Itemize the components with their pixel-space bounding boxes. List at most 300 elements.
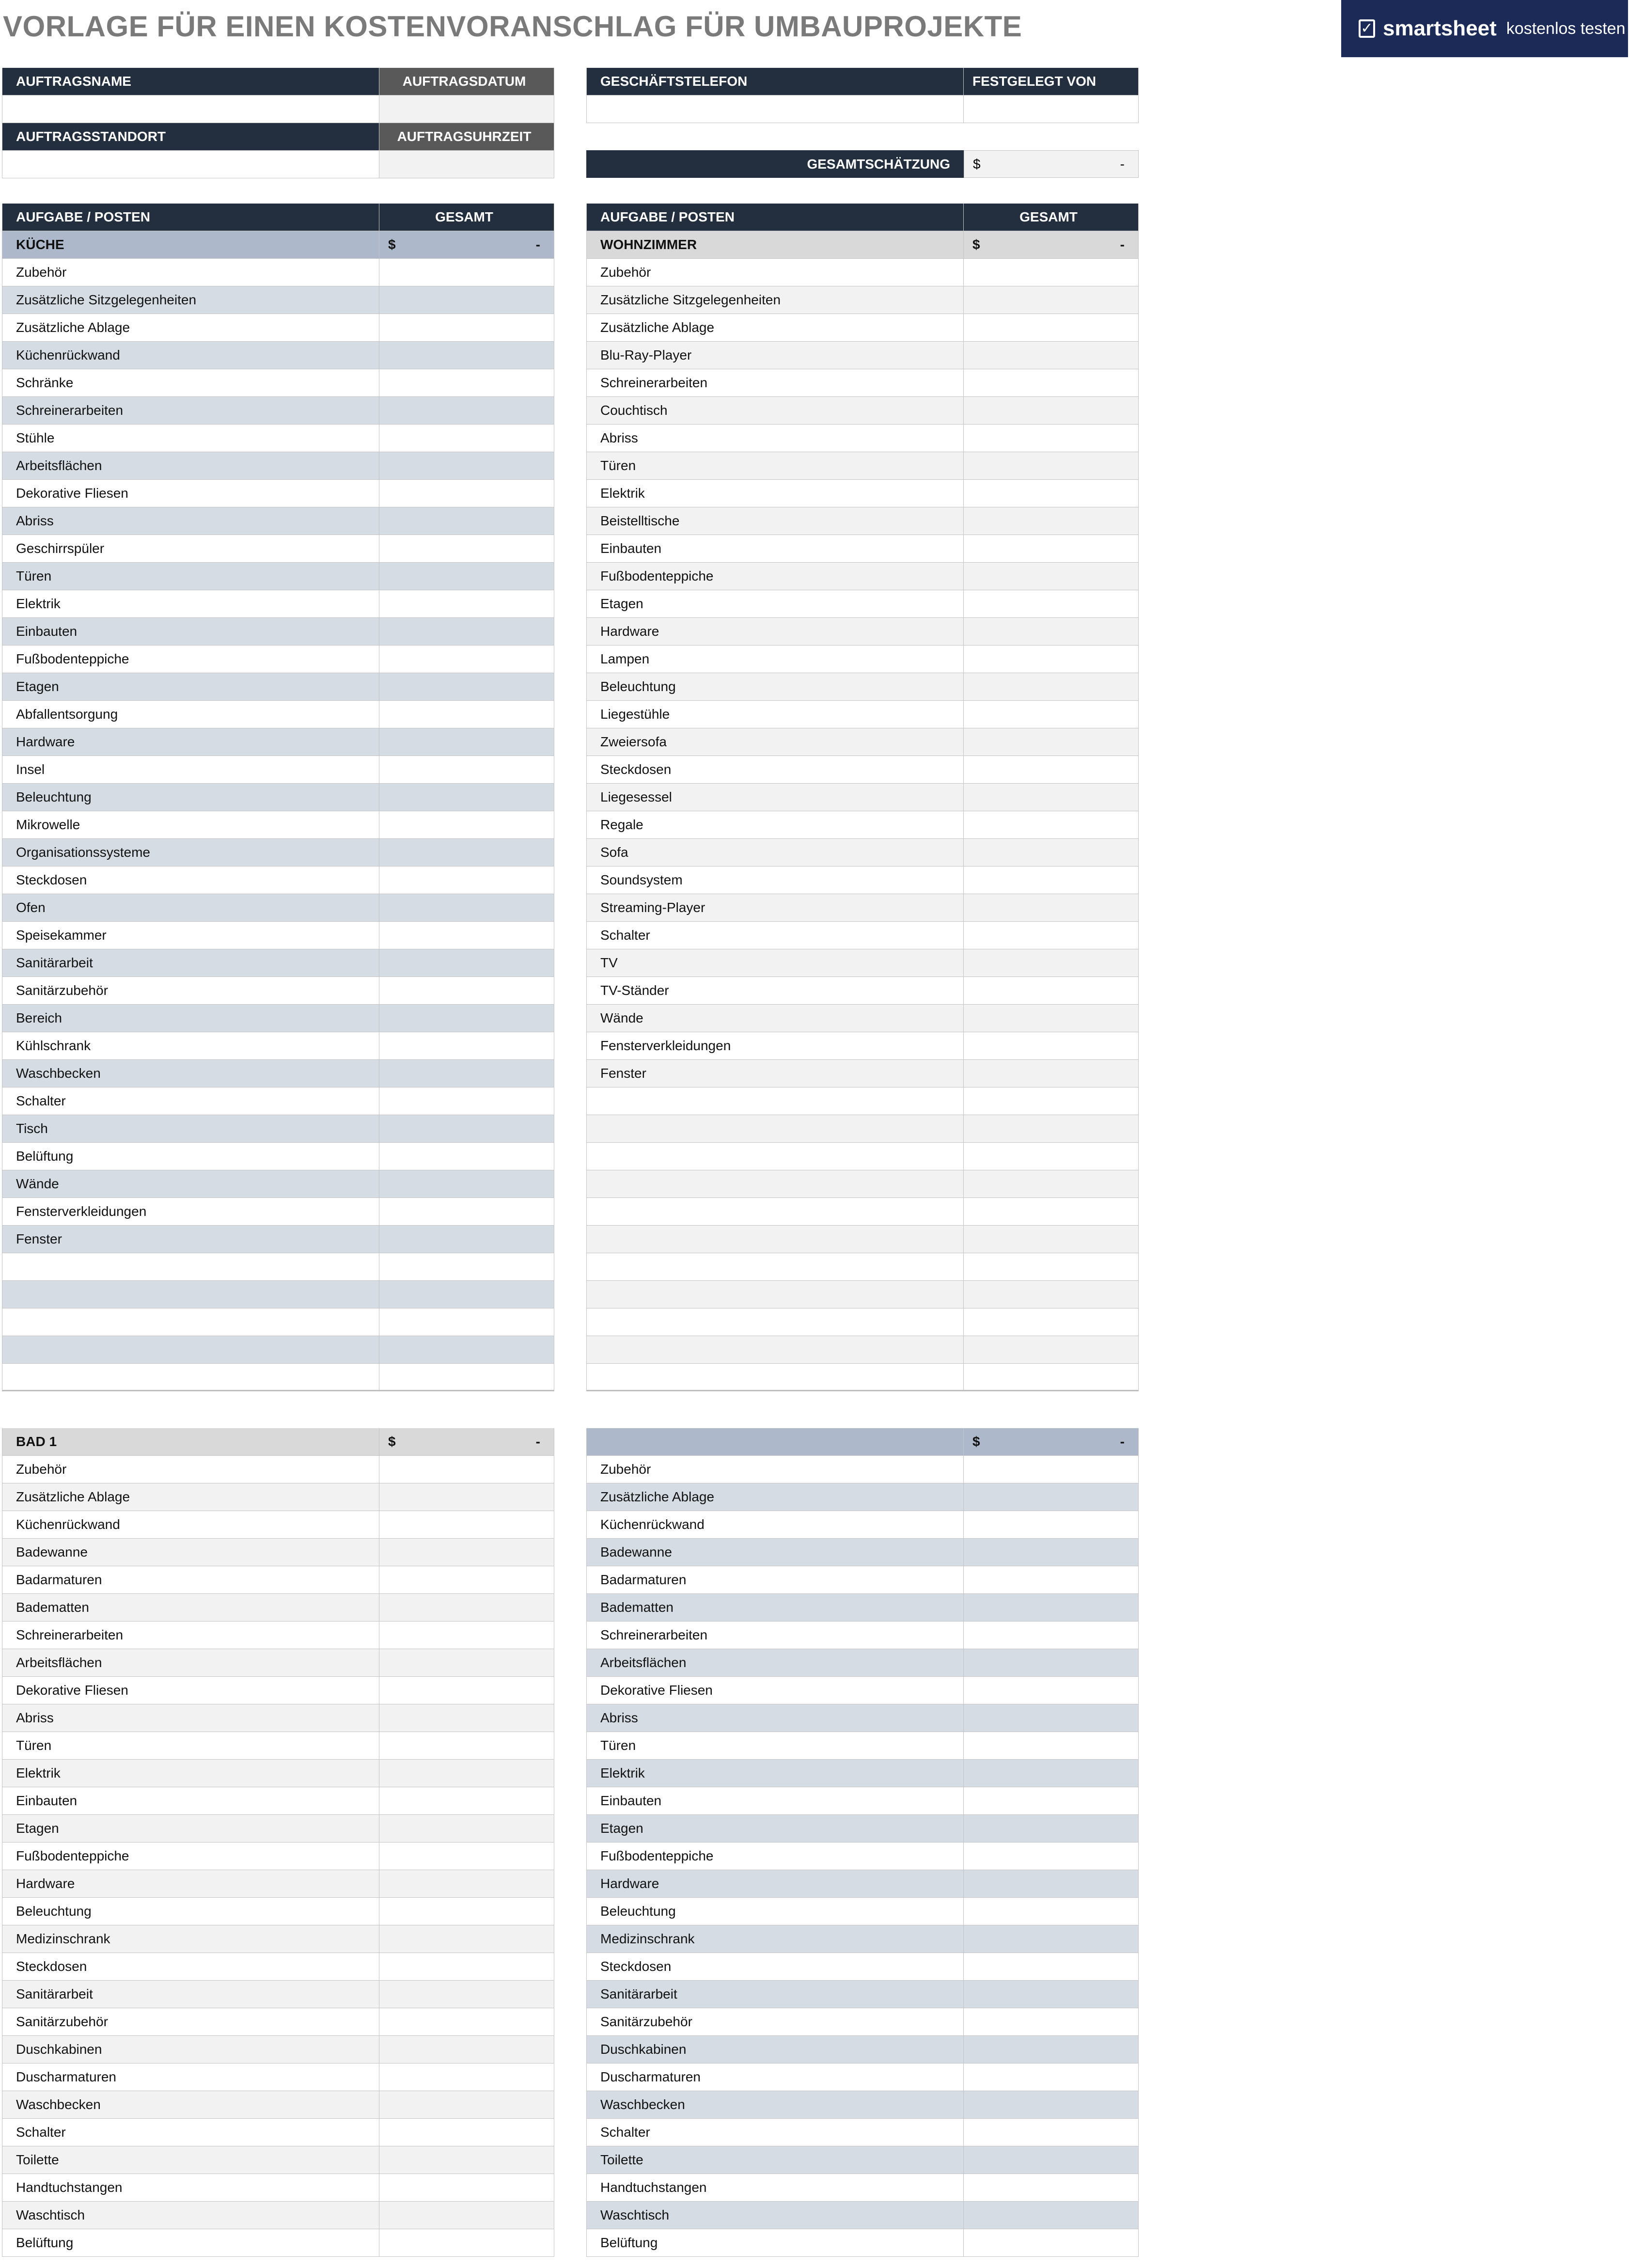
category-name[interactable] <box>586 1428 964 1455</box>
item-label[interactable]: Schalter <box>586 2119 964 2146</box>
item-label[interactable]: Schalter <box>2 2119 379 2146</box>
item-label[interactable]: Organisationssysteme <box>2 839 379 866</box>
table-row <box>2 590 554 618</box>
item-label[interactable] <box>586 1336 964 1363</box>
item-total-field[interactable] <box>379 397 554 424</box>
job-time-field[interactable] <box>379 151 554 178</box>
item-total-field[interactable] <box>379 1253 554 1280</box>
item-total-field[interactable] <box>964 1898 1139 1925</box>
set-by-field[interactable] <box>964 95 1139 123</box>
item-label[interactable]: Dekorative Fliesen <box>2 1677 379 1704</box>
item-total-field[interactable] <box>964 1539 1139 1566</box>
item-total-field[interactable] <box>964 1456 1139 1483</box>
table-row <box>586 2229 1139 2257</box>
item-label[interactable]: Speisekammer <box>2 922 379 949</box>
item-total-field[interactable] <box>379 1539 554 1566</box>
item-total-field[interactable] <box>379 1594 554 1621</box>
item-label[interactable]: Ofen <box>2 894 379 921</box>
item-label[interactable]: Zubehör <box>2 1456 379 1483</box>
item-label[interactable] <box>586 1364 964 1390</box>
table-row <box>586 369 1139 397</box>
item-total-field[interactable] <box>964 1170 1139 1197</box>
item-total-field[interactable] <box>379 646 554 673</box>
item-total-field[interactable] <box>964 1005 1139 1032</box>
item-total-field[interactable] <box>964 949 1139 976</box>
item-label[interactable]: Wände <box>2 1170 379 1197</box>
item-label[interactable]: Einbauten <box>2 1787 379 1814</box>
table-row <box>2 618 554 646</box>
item-total-field[interactable] <box>379 369 554 396</box>
item-label[interactable]: Türen <box>2 1732 379 1759</box>
item-total-field[interactable] <box>379 977 554 1004</box>
item-total-field[interactable] <box>379 784 554 811</box>
item-label[interactable]: Abriss <box>2 507 379 535</box>
item-total-field[interactable] <box>964 1594 1139 1621</box>
item-total-field[interactable] <box>964 866 1139 894</box>
item-total-field[interactable] <box>379 894 554 921</box>
item-label[interactable]: Arbeitsflächen <box>586 1649 964 1676</box>
item-total-field[interactable] <box>964 1511 1139 1538</box>
item-label[interactable]: Beistelltische <box>586 507 964 535</box>
item-total-field[interactable] <box>379 1170 554 1197</box>
item-total-field[interactable] <box>964 2119 1139 2146</box>
item-label[interactable]: Beleuchtung <box>2 784 379 811</box>
item-total-field[interactable] <box>379 1925 554 1953</box>
item-label[interactable]: Einbauten <box>586 535 964 562</box>
item-total-field[interactable] <box>964 369 1139 396</box>
item-label[interactable]: Elektrik <box>2 1760 379 1787</box>
item-label[interactable] <box>586 1253 964 1280</box>
total-estimate-row <box>586 150 1139 178</box>
item-total-field[interactable] <box>964 1704 1139 1732</box>
item-label[interactable]: Medizinschrank <box>586 1925 964 1953</box>
item-total-field[interactable] <box>964 1953 1139 1980</box>
item-total-field[interactable] <box>379 1060 554 1087</box>
item-label[interactable] <box>586 1308 964 1336</box>
item-total-field[interactable] <box>964 1336 1139 1363</box>
item-total-field[interactable] <box>964 2091 1139 2118</box>
item-label[interactable]: Beleuchtung <box>586 1898 964 1925</box>
item-label[interactable]: Couchtisch <box>586 397 964 424</box>
item-total-field[interactable] <box>964 2202 1139 2229</box>
item-label[interactable]: Zubehör <box>586 1456 964 1483</box>
item-total-field[interactable] <box>964 1483 1139 1511</box>
item-label[interactable]: Hardware <box>586 618 964 645</box>
item-label[interactable]: Schreinerarbeiten <box>2 1622 379 1649</box>
item-total-field[interactable] <box>379 314 554 341</box>
item-total-field[interactable] <box>379 1953 554 1980</box>
item-label[interactable]: Toilette <box>586 2146 964 2174</box>
item-total-field[interactable] <box>964 397 1139 424</box>
business-phone-field[interactable] <box>586 95 964 123</box>
item-label[interactable]: Zusätzliche Ablage <box>2 314 379 341</box>
item-label[interactable]: Zweiersofa <box>586 728 964 756</box>
item-total-field[interactable] <box>379 1198 554 1225</box>
item-label[interactable]: Handtuchstangen <box>586 2174 964 2201</box>
item-total-field[interactable] <box>379 2174 554 2201</box>
item-total-field[interactable] <box>964 507 1139 535</box>
item-label[interactable]: Badewanne <box>2 1539 379 1566</box>
item-total-field[interactable] <box>964 839 1139 866</box>
item-label[interactable]: Waschbecken <box>2 2091 379 2118</box>
item-total-field[interactable] <box>964 1649 1139 1676</box>
item-label[interactable]: Waschtisch <box>586 2202 964 2229</box>
item-label[interactable]: Dekorative Fliesen <box>586 1677 964 1704</box>
item-label[interactable] <box>2 1308 379 1336</box>
item-total-field[interactable] <box>379 2229 554 2256</box>
item-total-field[interactable] <box>379 922 554 949</box>
item-total-field[interactable] <box>964 1925 1139 1953</box>
item-label[interactable]: Abriss <box>586 425 964 452</box>
item-label[interactable]: Einbauten <box>2 618 379 645</box>
item-label[interactable]: Etagen <box>586 1815 964 1842</box>
item-total-field[interactable] <box>379 535 554 562</box>
item-total-field[interactable] <box>379 1032 554 1059</box>
item-total-field[interactable] <box>379 1815 554 1842</box>
item-label[interactable]: Sanitärarbeit <box>2 949 379 976</box>
item-total-field[interactable] <box>964 894 1139 921</box>
item-label[interactable]: Etagen <box>2 1815 379 1842</box>
item-total-field[interactable] <box>964 728 1139 756</box>
item-label[interactable]: Beleuchtung <box>586 673 964 700</box>
item-label[interactable]: Sanitärzubehör <box>586 2008 964 2035</box>
item-total-field[interactable] <box>964 1364 1139 1390</box>
item-total-field[interactable] <box>379 673 554 700</box>
item-label[interactable]: Kühlschrank <box>2 1032 379 1059</box>
item-total-field[interactable] <box>379 1981 554 2008</box>
item-label[interactable]: Küchenrückwand <box>2 342 379 369</box>
item-total-field[interactable] <box>379 1677 554 1704</box>
item-label[interactable]: Elektrik <box>2 590 379 617</box>
item-label[interactable]: Stühle <box>2 425 379 452</box>
item-label[interactable]: Waschbecken <box>2 1060 379 1087</box>
item-total-field[interactable] <box>379 1143 554 1170</box>
item-total-field[interactable] <box>379 2036 554 2063</box>
item-total-field[interactable] <box>964 811 1139 838</box>
item-label[interactable]: Steckdosen <box>2 1953 379 1980</box>
item-label[interactable]: Steckdosen <box>2 866 379 894</box>
item-label[interactable]: Beleuchtung <box>2 1898 379 1925</box>
item-label[interactable]: Sanitärzubehör <box>2 2008 379 2035</box>
item-total-field[interactable] <box>964 1281 1139 1308</box>
item-total-field[interactable] <box>379 590 554 617</box>
item-total-field[interactable] <box>964 977 1139 1004</box>
smartsheet-banner[interactable] <box>1341 0 1628 57</box>
item-label[interactable]: Duscharmaturen <box>2 2063 379 2091</box>
item-total-field[interactable] <box>964 563 1139 590</box>
item-label[interactable]: Hardware <box>586 1870 964 1897</box>
free-trial-link[interactable]: kostenlos testen <box>1506 19 1626 38</box>
item-label[interactable]: Sanitärarbeit <box>2 1981 379 2008</box>
item-label[interactable]: Fensterverkleidungen <box>586 1032 964 1059</box>
item-total-field[interactable] <box>964 425 1139 452</box>
item-label[interactable]: Waschtisch <box>2 2202 379 2229</box>
item-total-field[interactable] <box>379 701 554 728</box>
item-total-field[interactable] <box>379 1704 554 1732</box>
item-total-field[interactable] <box>964 535 1139 562</box>
item-label[interactable]: Mikrowelle <box>2 811 379 838</box>
item-total-field[interactable] <box>964 2036 1139 2063</box>
item-label[interactable] <box>586 1281 964 1308</box>
item-label[interactable]: Soundsystem <box>586 866 964 894</box>
item-label[interactable]: Türen <box>2 563 379 590</box>
item-total-field[interactable] <box>379 1364 554 1390</box>
item-total-field[interactable] <box>964 590 1139 617</box>
item-label[interactable]: Badarmaturen <box>586 1566 964 1593</box>
item-label[interactable]: Zusätzliche Ablage <box>2 1483 379 1511</box>
item-total-field[interactable] <box>379 1483 554 1511</box>
item-total-field[interactable] <box>379 1456 554 1483</box>
item-label[interactable]: Türen <box>586 1732 964 1759</box>
item-total-field[interactable] <box>379 286 554 314</box>
item-total-field[interactable] <box>379 1226 554 1253</box>
item-label[interactable]: Etagen <box>586 590 964 617</box>
item-total-field[interactable] <box>379 1843 554 1870</box>
item-label[interactable]: Schreinerarbeiten <box>2 397 379 424</box>
item-total-field[interactable] <box>379 756 554 783</box>
item-label[interactable]: Arbeitsflächen <box>2 452 379 479</box>
item-total-field[interactable] <box>964 286 1139 314</box>
item-total-field[interactable] <box>964 2174 1139 2201</box>
item-label[interactable]: Blu-Ray-Player <box>586 342 964 369</box>
item-total-field[interactable] <box>379 1511 554 1538</box>
item-total-field[interactable] <box>379 259 554 286</box>
table-row <box>586 1622 1139 1649</box>
item-total-field[interactable] <box>964 1981 1139 2008</box>
table-row <box>2 866 554 894</box>
item-label[interactable]: Belüftung <box>586 2229 964 2256</box>
item-total-field[interactable] <box>964 784 1139 811</box>
item-label[interactable]: Schreinerarbeiten <box>586 369 964 396</box>
item-label[interactable]: Sanitärzubehör <box>2 977 379 1004</box>
item-total-field[interactable] <box>379 2146 554 2174</box>
item-total-field[interactable] <box>964 1870 1139 1897</box>
item-total-field[interactable] <box>379 2119 554 2146</box>
item-label[interactable]: Duschkabinen <box>2 2036 379 2063</box>
item-label[interactable]: Wände <box>586 1005 964 1032</box>
job-name-field[interactable] <box>2 95 379 123</box>
item-label[interactable]: Küchenrückwand <box>2 1511 379 1538</box>
item-total-field[interactable] <box>964 1226 1139 1253</box>
item-total-field[interactable] <box>379 563 554 590</box>
item-total-field[interactable] <box>379 1649 554 1676</box>
item-label[interactable]: TV-Ständer <box>586 977 964 1004</box>
item-total-field[interactable] <box>964 1198 1139 1225</box>
item-total-field[interactable] <box>964 1060 1139 1087</box>
item-label[interactable] <box>2 1336 379 1363</box>
item-label[interactable]: Zusätzliche Sitzgelegenheiten <box>2 286 379 314</box>
item-total-field[interactable] <box>964 922 1139 949</box>
item-label[interactable]: Tisch <box>2 1115 379 1142</box>
item-label[interactable]: Waschbecken <box>586 2091 964 2118</box>
item-total-field[interactable] <box>964 646 1139 673</box>
table-row <box>586 480 1139 507</box>
item-total-field[interactable] <box>964 342 1139 369</box>
item-label[interactable] <box>2 1281 379 1308</box>
item-label[interactable]: Dekorative Fliesen <box>2 480 379 507</box>
item-total-field[interactable] <box>379 1308 554 1336</box>
item-label[interactable]: Fußbodenteppiche <box>2 1843 379 1870</box>
item-label[interactable]: Regale <box>586 811 964 838</box>
item-label[interactable]: Einbauten <box>586 1787 964 1814</box>
item-label[interactable]: Bereich <box>2 1005 379 1032</box>
item-total-field[interactable] <box>379 2008 554 2035</box>
item-label[interactable]: Handtuchstangen <box>2 2174 379 2201</box>
item-total-field[interactable] <box>964 2229 1139 2256</box>
item-label[interactable]: Fenster <box>2 1226 379 1253</box>
table-row <box>2 2063 554 2091</box>
item-total-field[interactable] <box>379 1336 554 1363</box>
item-label[interactable]: Fensterverkleidungen <box>2 1198 379 1225</box>
item-label[interactable]: Schreinerarbeiten <box>586 1622 964 1649</box>
item-total-field[interactable] <box>964 2008 1139 2035</box>
item-total-field[interactable] <box>379 480 554 507</box>
item-label[interactable]: Abriss <box>586 1704 964 1732</box>
item-total-field[interactable] <box>964 259 1139 286</box>
item-label[interactable]: Arbeitsflächen <box>2 1649 379 1676</box>
item-label[interactable]: Badarmaturen <box>2 1566 379 1593</box>
item-label[interactable]: Türen <box>586 452 964 479</box>
item-total-field[interactable] <box>379 2202 554 2229</box>
item-label[interactable] <box>586 1170 964 1197</box>
item-total-field[interactable] <box>964 1677 1139 1704</box>
item-label[interactable]: Belüftung <box>2 2229 379 2256</box>
item-label[interactable]: Schränke <box>2 369 379 396</box>
item-total-field[interactable] <box>379 1281 554 1308</box>
item-label[interactable] <box>586 1115 964 1142</box>
item-label[interactable]: Duscharmaturen <box>586 2063 964 2091</box>
item-label[interactable]: Sanitärarbeit <box>586 1981 964 2008</box>
item-total-field[interactable] <box>379 839 554 866</box>
table-row <box>586 1032 1139 1060</box>
item-label[interactable] <box>586 1143 964 1170</box>
item-total-field[interactable] <box>964 1253 1139 1280</box>
item-total-field[interactable] <box>379 2063 554 2091</box>
item-label[interactable]: Zusätzliche Ablage <box>586 314 964 341</box>
item-total-field[interactable] <box>964 314 1139 341</box>
item-total-field[interactable] <box>964 1143 1139 1170</box>
item-label[interactable] <box>586 1087 964 1115</box>
item-label[interactable]: Etagen <box>2 673 379 700</box>
item-total-field[interactable] <box>964 1087 1139 1115</box>
item-total-field[interactable] <box>379 811 554 838</box>
item-total-field[interactable] <box>379 1760 554 1787</box>
item-total-field[interactable] <box>964 452 1139 479</box>
item-label[interactable]: Sofa <box>586 839 964 866</box>
item-total-field[interactable] <box>964 756 1139 783</box>
item-label[interactable]: Streaming-Player <box>586 894 964 921</box>
item-total-field[interactable] <box>379 1787 554 1814</box>
item-label[interactable]: Zusätzliche Ablage <box>586 1483 964 1511</box>
item-total-field[interactable] <box>379 618 554 645</box>
item-total-field[interactable] <box>964 1732 1139 1759</box>
item-total-field[interactable] <box>379 1898 554 1925</box>
item-total-field[interactable] <box>379 507 554 535</box>
item-label[interactable] <box>2 1253 379 1280</box>
item-total-field[interactable] <box>964 1815 1139 1842</box>
job-location-field[interactable] <box>2 151 379 178</box>
item-total-field[interactable] <box>379 342 554 369</box>
item-total-field[interactable] <box>379 949 554 976</box>
item-total-field[interactable] <box>964 1308 1139 1336</box>
item-label[interactable]: Steckdosen <box>586 1953 964 1980</box>
item-total-field[interactable] <box>964 2063 1139 2091</box>
item-label[interactable]: Duschkabinen <box>586 2036 964 2063</box>
item-total-field[interactable] <box>379 1870 554 1897</box>
item-label[interactable]: Geschirrspüler <box>2 535 379 562</box>
item-total-field[interactable] <box>964 1032 1139 1059</box>
item-total-field[interactable] <box>964 480 1139 507</box>
item-label[interactable]: Zusätzliche Sitzgelegenheiten <box>586 286 964 314</box>
item-label[interactable]: Badematten <box>586 1594 964 1621</box>
item-total-field[interactable] <box>964 618 1139 645</box>
item-label[interactable]: Schalter <box>586 922 964 949</box>
item-total-field[interactable] <box>379 452 554 479</box>
item-label[interactable]: Lampen <box>586 646 964 673</box>
item-total-field[interactable] <box>379 1115 554 1142</box>
item-label[interactable]: Küchenrückwand <box>586 1511 964 1538</box>
item-label[interactable] <box>586 1226 964 1253</box>
item-label[interactable]: Badewanne <box>586 1539 964 1566</box>
item-label[interactable]: Fußbodenteppiche <box>586 1843 964 1870</box>
item-total-field[interactable] <box>379 1566 554 1593</box>
item-label[interactable]: Zubehör <box>586 259 964 286</box>
item-label[interactable]: Insel <box>2 756 379 783</box>
item-total-field[interactable] <box>964 2146 1139 2174</box>
item-label[interactable]: Badematten <box>2 1594 379 1621</box>
item-label[interactable]: Abriss <box>2 1704 379 1732</box>
item-label[interactable]: Toilette <box>2 2146 379 2174</box>
item-label[interactable] <box>586 1198 964 1225</box>
job-date-field[interactable] <box>379 95 554 123</box>
item-label[interactable]: Steckdosen <box>586 756 964 783</box>
item-total-field[interactable] <box>964 1622 1139 1649</box>
item-total-field[interactable] <box>379 1622 554 1649</box>
item-label[interactable] <box>2 1364 379 1390</box>
item-label[interactable]: Hardware <box>2 728 379 756</box>
item-total-field[interactable] <box>379 866 554 894</box>
total-estimate-value[interactable] <box>964 150 1139 178</box>
item-label[interactable]: TV <box>586 949 964 976</box>
item-total-field[interactable] <box>379 1087 554 1115</box>
item-total-field[interactable] <box>964 1115 1139 1142</box>
item-total-field[interactable] <box>964 701 1139 728</box>
item-label[interactable]: Liegestühle <box>586 701 964 728</box>
item-label[interactable]: Belüftung <box>2 1143 379 1170</box>
item-total-field[interactable] <box>964 673 1139 700</box>
item-total-field[interactable] <box>964 1760 1139 1787</box>
item-label[interactable]: Schalter <box>2 1087 379 1115</box>
item-label[interactable]: Abfallentsorgung <box>2 701 379 728</box>
item-label[interactable]: Fenster <box>586 1060 964 1087</box>
item-label[interactable]: Liegesessel <box>586 784 964 811</box>
item-label[interactable]: Elektrik <box>586 480 964 507</box>
item-label[interactable]: Medizinschrank <box>2 1925 379 1953</box>
item-total-field[interactable] <box>964 1843 1139 1870</box>
item-total-field[interactable] <box>379 2091 554 2118</box>
item-total-field[interactable] <box>379 425 554 452</box>
item-total-field[interactable] <box>379 728 554 756</box>
item-total-field[interactable] <box>964 1566 1139 1593</box>
item-label[interactable]: Zubehör <box>2 259 379 286</box>
item-total-field[interactable] <box>379 1732 554 1759</box>
item-label[interactable]: Fußbodenteppiche <box>586 563 964 590</box>
item-label[interactable]: Fußbodenteppiche <box>2 646 379 673</box>
item-label[interactable]: Hardware <box>2 1870 379 1897</box>
item-label[interactable]: Elektrik <box>586 1760 964 1787</box>
item-total-field[interactable] <box>964 1787 1139 1814</box>
item-total-field[interactable] <box>379 1005 554 1032</box>
